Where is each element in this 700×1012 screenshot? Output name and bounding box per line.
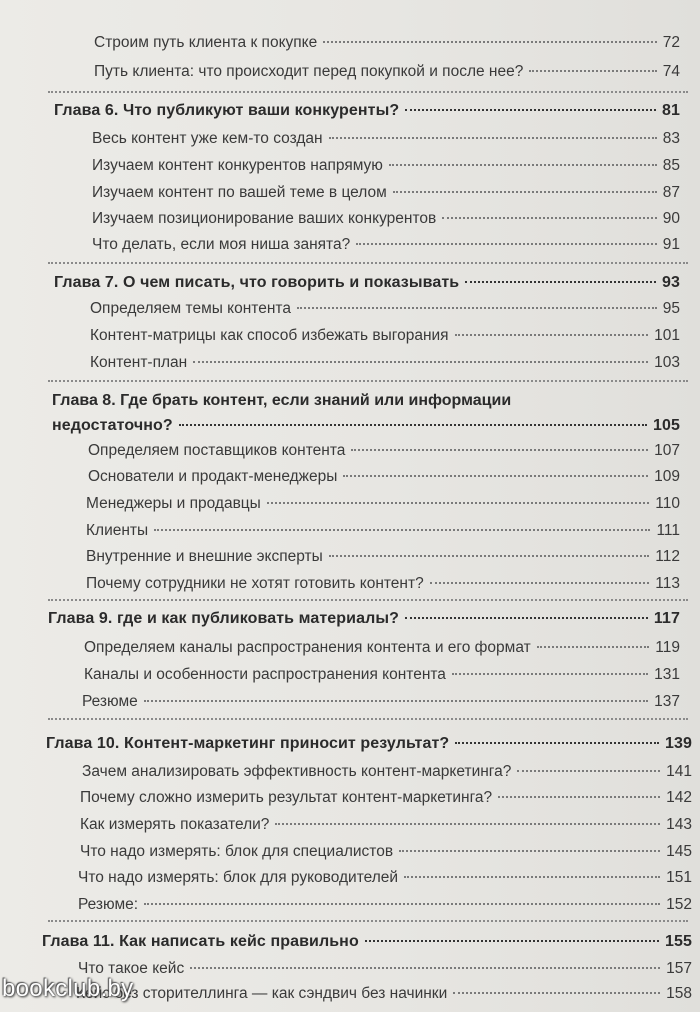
toc-entry-title: Изучаем позиционирование ваших конкурентов: [92, 210, 437, 227]
toc-entry-page: 109: [654, 468, 680, 485]
leader-dots: [267, 502, 649, 504]
toc-entry-title: Определяем каналы распространения контента и его формат: [84, 639, 531, 656]
toc-entry-page: 113: [655, 575, 680, 592]
toc-entry-page: 143: [666, 816, 692, 833]
leader-dots: [442, 217, 657, 219]
toc-chapter: [54, 271, 680, 295]
leader-dots: [275, 823, 660, 825]
toc-chapter-page: 155: [665, 933, 692, 950]
leader-dots: [179, 424, 647, 426]
toc-entry-page: 111: [656, 522, 680, 539]
toc-entry: [82, 760, 692, 784]
toc-entry-page: 91: [662, 236, 680, 253]
leader-dots: [297, 307, 657, 309]
toc-entry-page: 151: [666, 869, 692, 886]
section-divider: [48, 599, 688, 601]
toc-entry: [80, 813, 692, 837]
leader-dots: [323, 41, 657, 43]
toc-entry-page: 107: [654, 442, 680, 459]
toc-entry-page: 131: [654, 666, 680, 683]
leader-dots: [517, 770, 660, 772]
toc-entry-page: 103: [654, 354, 680, 371]
toc-entry-page: 152: [666, 896, 692, 913]
toc-chapter-title: Глава 10. Контент-маркетинг приносит результат?: [46, 735, 450, 752]
toc-entry-title: Каналы и особенности распространения контента: [84, 666, 446, 683]
toc-entry: [78, 957, 692, 981]
toc-entry: [88, 439, 680, 463]
leader-dots: [190, 967, 660, 969]
toc-chapter-title: Глава 11. Как написать кейс правильно: [42, 933, 359, 950]
toc-chapter-title: Глава 7. О чем писать, что говорить и показывать: [54, 274, 460, 291]
leader-dots: [498, 796, 660, 798]
toc-chapter: [46, 732, 692, 756]
toc-entry: [92, 233, 680, 257]
toc-entry-title: Клиенты: [86, 522, 149, 539]
leader-dots: [405, 109, 656, 111]
toc-entry-page: 110: [655, 495, 680, 512]
toc-entry-title: Путь клиента: что происходит перед покупкой и после нее?: [94, 63, 524, 80]
toc-entry: [86, 519, 680, 543]
leader-dots: [193, 361, 648, 363]
toc-entry-page: 90: [662, 210, 680, 227]
toc-entry: [84, 663, 680, 687]
toc-entry-page: 74: [662, 63, 680, 80]
toc-entry: [86, 492, 680, 516]
toc-entry: [90, 297, 680, 321]
toc-entry-title: Кейс без сторителлинга — как сэндвич без начинки: [76, 985, 448, 1002]
leader-dots: [405, 617, 648, 619]
toc-entry: [86, 545, 680, 569]
toc-entry: [90, 324, 680, 348]
toc-entry-title: Внутренние и внешние эксперты: [86, 548, 323, 565]
leader-dots: [455, 334, 649, 336]
toc-chapter-page: 93: [662, 274, 680, 291]
toc-entry-page: 83: [662, 130, 680, 147]
toc-chapter-title-continuation: недостаточно?: [52, 417, 173, 434]
toc-entry: [80, 840, 692, 864]
toc-entry: [78, 866, 692, 890]
toc-entry-page: 142: [666, 789, 692, 806]
toc-entry-title: Изучаем контент по вашей теме в целом: [92, 184, 387, 201]
leader-dots: [453, 992, 660, 994]
toc-chapter-title: Глава 9. где и как публиковать материалы?: [48, 610, 400, 627]
leader-dots: [351, 449, 648, 451]
toc-entry-title: Почему сложно измерить результат контент-маркетинга?: [80, 789, 493, 806]
toc-entry-title: Весь контент уже кем-то создан: [92, 130, 323, 147]
toc-entry: [80, 786, 692, 810]
toc-entry-page: 87: [662, 184, 680, 201]
toc-entry-title: Менеджеры и продавцы: [86, 495, 261, 512]
toc-entry-page: 158: [666, 985, 692, 1002]
leader-dots: [465, 281, 656, 283]
toc-entry-title: Строим путь клиента к покупке: [94, 34, 318, 51]
toc-chapter: [54, 99, 680, 123]
leader-dots: [399, 850, 660, 852]
leader-dots: [455, 742, 659, 744]
leader-dots: [365, 940, 659, 942]
toc-chapter-page: 105: [653, 417, 680, 434]
toc-entry: [94, 60, 680, 84]
toc-entry-page: 101: [654, 327, 680, 344]
section-divider: [48, 91, 688, 93]
section-divider: [48, 718, 688, 720]
toc-entry: [92, 127, 680, 151]
toc-chapter-title: Глава 8. Где брать контент, если знаний или информации: [52, 392, 512, 409]
toc-entry-title: Резюме: [82, 693, 138, 710]
toc-entry: [78, 893, 692, 917]
toc-entry-page: 85: [662, 157, 680, 174]
toc-entry: [84, 636, 680, 660]
toc-entry: [92, 207, 680, 231]
toc-entry-title: Что делать, если моя ниша занята?: [92, 236, 351, 253]
leader-dots: [404, 876, 660, 878]
toc-entry-page: 145: [666, 843, 692, 860]
toc-chapter: [42, 930, 692, 954]
toc-entry-page: 141: [666, 763, 692, 780]
toc-entry: [94, 31, 680, 55]
leader-dots: [537, 646, 650, 648]
toc-chapter: [48, 607, 680, 631]
section-divider: [48, 262, 688, 264]
toc-entry-page: 72: [662, 34, 680, 51]
toc-entry-page: 95: [662, 300, 680, 317]
toc-entry-title: Зачем анализировать эффективность контент-маркетинга?: [82, 763, 512, 780]
leader-dots: [393, 191, 657, 193]
leader-dots: [329, 137, 657, 139]
toc-entry-title: Как измерять показатели?: [80, 816, 270, 833]
toc-chapter-page: 117: [653, 610, 680, 627]
toc-entry-page: 119: [655, 639, 680, 656]
leader-dots: [430, 582, 650, 584]
toc-entry: [82, 690, 680, 714]
toc-chapter-page: 81: [662, 102, 680, 119]
toc-chapter: [52, 414, 680, 438]
toc-entry: [92, 154, 680, 178]
toc-entry-title: Определяем темы контента: [90, 300, 291, 317]
toc-entry-title: Определяем поставщиков контента: [88, 442, 346, 459]
section-divider: [48, 920, 688, 922]
toc-entry-title: Что надо измерять: блок для специалистов: [80, 843, 394, 860]
leader-dots: [356, 243, 657, 245]
toc-entry: [86, 572, 680, 596]
toc-entry-title: Что надо измерять: блок для руководителей: [78, 869, 399, 886]
toc-entry-title: Изучаем контент конкурентов напрямую: [92, 157, 383, 174]
section-divider: [48, 380, 688, 382]
toc-entry-title: Что такое кейс: [78, 960, 185, 977]
watermark: bookclub.by: [2, 975, 134, 1002]
toc-entry: [76, 982, 692, 1006]
toc-chapter-page: 139: [665, 735, 692, 752]
leader-dots: [329, 555, 649, 557]
toc-entry: [90, 351, 680, 375]
toc-entry-page: 157: [666, 960, 692, 977]
leader-dots: [389, 164, 657, 166]
leader-dots: [529, 70, 656, 72]
toc-chapter-title: Глава 6. Что публикуют ваши конкуренты?: [54, 102, 400, 119]
leader-dots: [154, 529, 650, 531]
leader-dots: [452, 673, 648, 675]
leader-dots: [343, 475, 648, 477]
leader-dots: [144, 903, 660, 905]
leader-dots: [144, 700, 648, 702]
toc-entry-title: Контент-матрицы как способ избежать выгорания: [90, 327, 449, 344]
toc-entry: [92, 181, 680, 205]
toc-entry-title: Контент-план: [90, 354, 188, 371]
toc-entry-title: Резюме:: [78, 896, 139, 913]
toc-entry-title: Почему сотрудники не хотят готовить контент?: [86, 575, 424, 592]
toc-entry: [88, 465, 680, 489]
toc-entry-title: Основатели и продакт-менеджеры: [88, 468, 338, 485]
toc-entry-page: 112: [655, 548, 680, 565]
toc-entry-page: 137: [654, 693, 680, 710]
